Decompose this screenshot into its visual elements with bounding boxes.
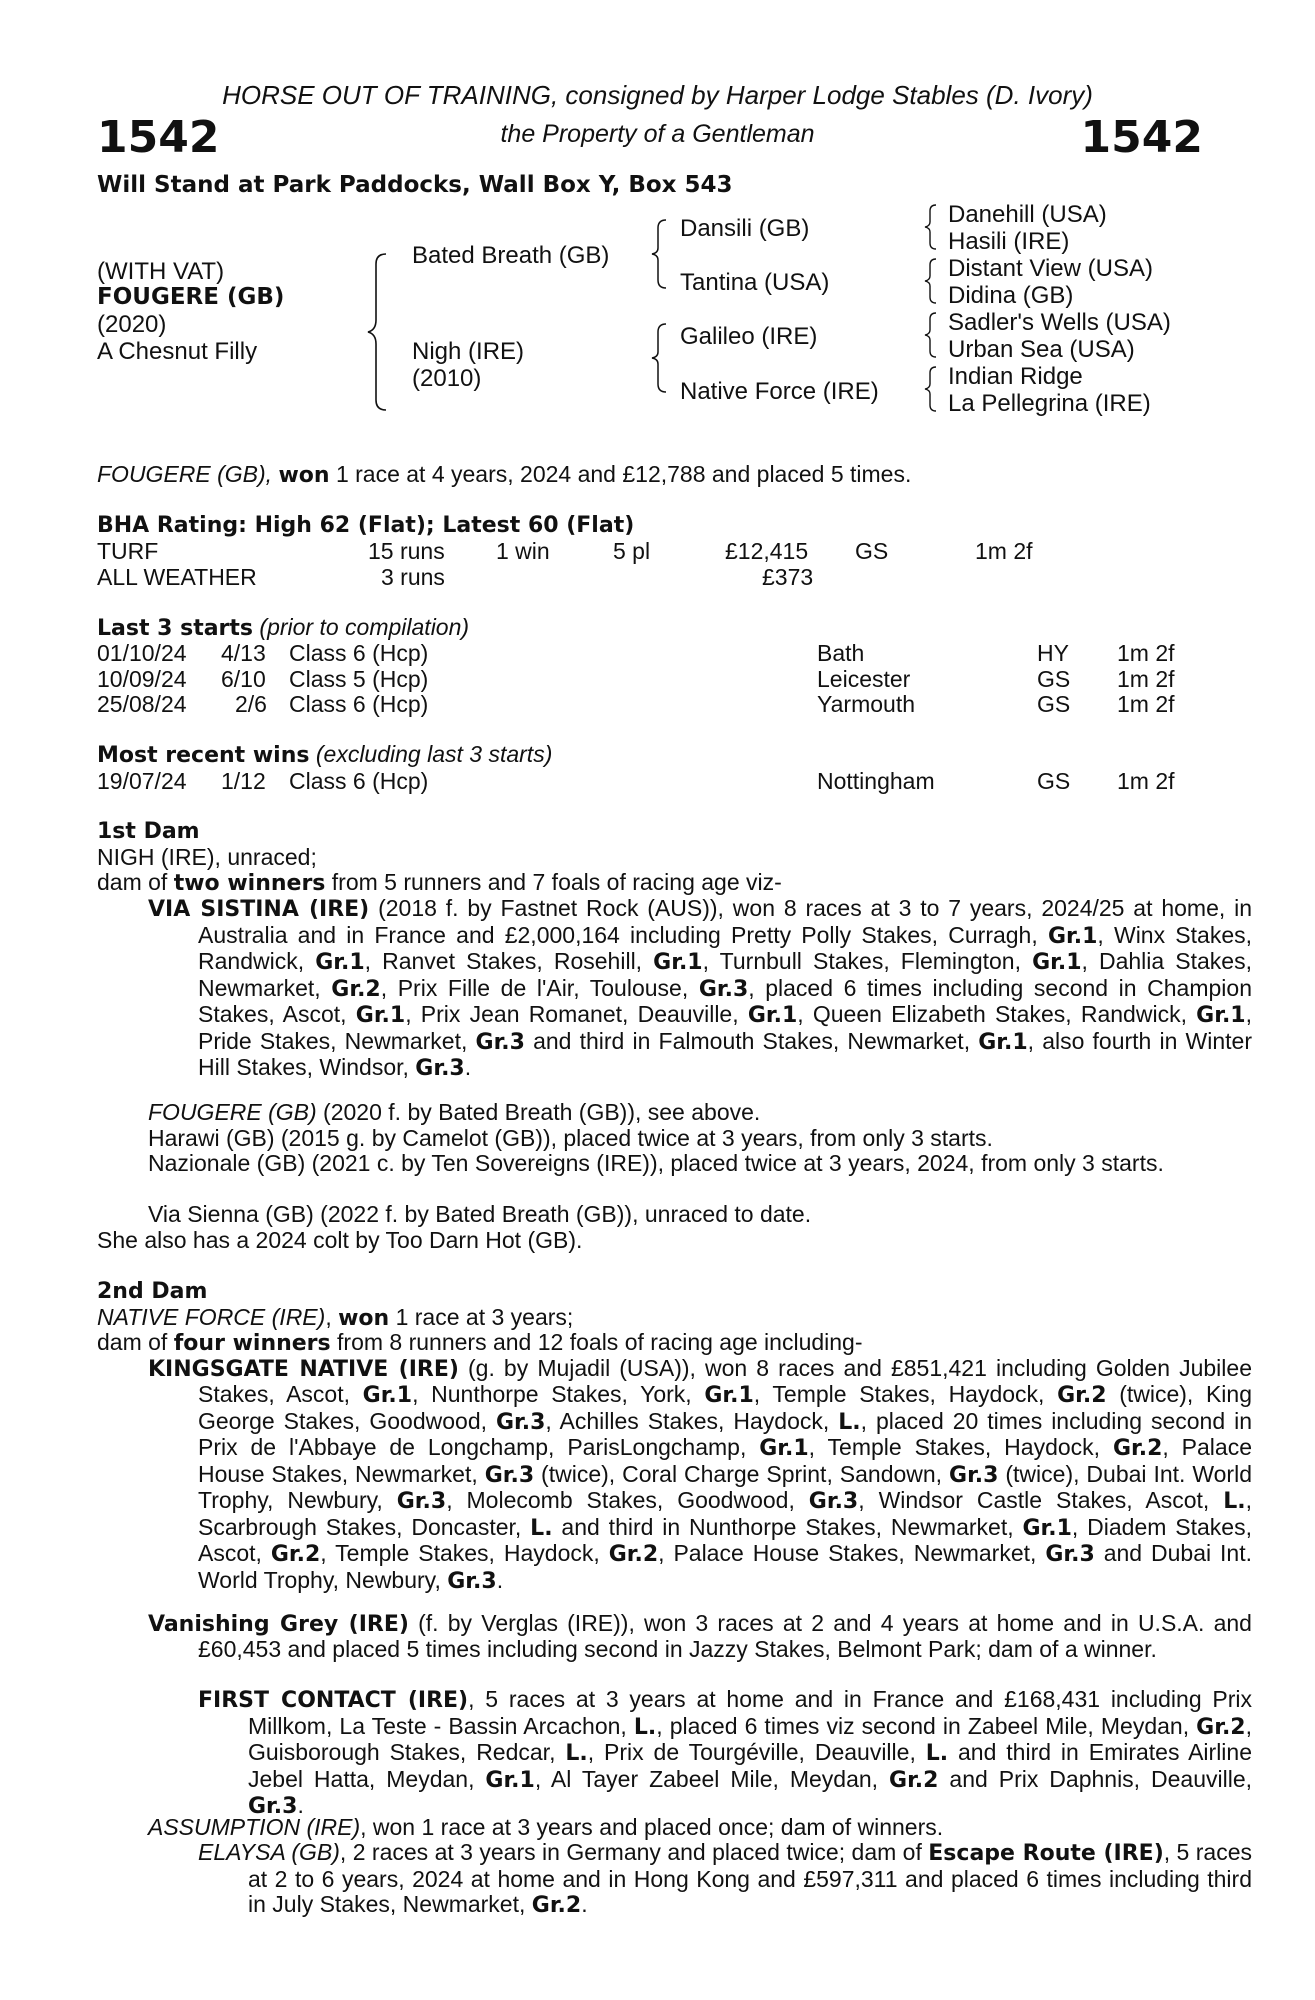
- pedigree-brace-g4-3: [920, 310, 940, 360]
- harawi-entry: Harawi (GB) (2015 g. by Camelot (GB)), placed twice at 3 years, from only 3 starts.: [148, 1124, 993, 1151]
- turf-dist: 1m 2f: [975, 538, 1033, 564]
- start-course: Bath: [817, 640, 865, 666]
- start-date: 01/10/24: [97, 640, 187, 666]
- start-course: Leicester: [817, 665, 911, 692]
- start-position: 6/10: [221, 665, 266, 692]
- consignment-title: HORSE OUT OF TRAINING, consigned by Harper Lodge Stables (D. Ivory): [222, 80, 1093, 110]
- horse-description: A Chesnut Filly: [97, 338, 258, 365]
- first-dam-line: NIGH (IRE), unraced;: [97, 844, 317, 870]
- turf-placed: 5 pl: [613, 538, 651, 564]
- start-position: 2/6: [235, 691, 267, 717]
- pedigree-brace-sire: [648, 218, 670, 290]
- first-dam-produce: dam of two winners from 5 runners and 7 foals of racing age viz-: [97, 869, 782, 896]
- pedigree-brace-g4-4: [920, 364, 940, 414]
- start-course: Yarmouth: [817, 691, 916, 717]
- win-course: Nottingham: [817, 768, 935, 794]
- g4-la-pellegrina: La Pellegrina (IRE): [948, 390, 1151, 417]
- lot-number-left: 1542: [97, 112, 220, 163]
- start-dist: 1m 2f: [1117, 640, 1175, 666]
- aw-label: ALL WEATHER: [97, 564, 257, 590]
- win-position: 1/12: [221, 768, 266, 794]
- start-going: GS: [1037, 665, 1071, 692]
- lot-number-right: 1542: [1080, 112, 1203, 163]
- elaysa-entry: ELAYSA (GB), 2 races at 3 years in Germany and placed twice; dam of Escape Route (IRE), 5 races at 2 to 6 years, 2024 at home and in Hong Kong and £597,311 and placed 6 times including third in July Stakes, Newmarket, Gr.2.: [198, 1839, 1253, 1918]
- turf-runs: 15 runs: [368, 538, 445, 564]
- g4-danehill: Danehill (USA): [948, 201, 1107, 228]
- sire-name: Bated Breath (GB): [412, 242, 610, 269]
- g4-sadlers-wells: Sadler's Wells (USA): [948, 309, 1171, 336]
- via-sistina-entry: VIA SISTINA (IRE) (2018 f. by Fastnet Rock (AUS)), won 8 races at 3 to 7 years, 2024/25 at home, in Australia and in France and £2,000,164 including Pretty Polly Stakes, Curragh, Gr.1, Winx Stakes, Randwick, Gr.1, Ranvet Stakes, Rosehill, Gr.1, Turnbull Stakes, Flemington, Gr.1, Dahlia Stakes, Newmarket, Gr.2, Prix Fille de l'Air, Toulouse, Gr.3, placed 6 times including second in Champion Stakes, Ascot, Gr.1, Prix Jean Romanet, Deauville, Gr.1, Queen Elizabeth Stakes, Randwick, Gr.1, Pride Stakes, Newmarket, Gr.3 and third in Falmouth Stakes, Newmarket, Gr.1, also fourth in Winter Hill Stakes, Windsor, Gr.3.: [148, 895, 1252, 1081]
- second-dam-heading: 2nd Dam: [97, 1279, 208, 1304]
- race-summary: FOUGERE (GB), won 1 race at 4 years, 2024 and £12,788 and placed 5 times.: [97, 461, 912, 488]
- start-going: HY: [1037, 640, 1069, 666]
- fougere-entry: FOUGERE (GB) (2020 f. by Bated Breath (GB)), see above.: [148, 1099, 761, 1125]
- dam-sire: Galileo (IRE): [680, 323, 818, 350]
- win-dist: 1m 2f: [1117, 768, 1175, 794]
- horse-year: (2020): [97, 311, 167, 338]
- last-starts-table: [97, 640, 1197, 718]
- start-date: 10/09/24: [97, 665, 187, 692]
- start-dist: 1m 2f: [1117, 691, 1175, 717]
- turf-label: TURF: [97, 538, 159, 564]
- vanishing-grey-entry: Vanishing Grey (IRE) (f. by Verglas (IRE)), won 3 races at 2 and 4 years at home and in U.S.A. and £60,453 and placed 5 times including second in Jazzy Stakes, Belmont Park; dam of a winner.: [148, 1609, 1252, 1662]
- win-class: Class 6 (Hcp): [289, 768, 429, 794]
- win-going: GS: [1037, 768, 1071, 794]
- start-position: 4/13: [221, 640, 266, 666]
- turf-going: GS: [855, 538, 889, 564]
- dam-dam: Native Force (IRE): [680, 378, 879, 405]
- first-dam-heading: 1st Dam: [97, 819, 200, 844]
- start-date: 25/08/24: [97, 691, 187, 717]
- pedigree-brace-main: [364, 252, 394, 412]
- start-dist: 1m 2f: [1117, 665, 1175, 692]
- via-sienna-entry: Via Sienna (GB) (2022 f. by Bated Breath (GB)), unraced to date.: [148, 1201, 812, 1227]
- also-has-note: She also has a 2024 colt by Too Darn Hot (GB).: [97, 1226, 583, 1253]
- g4-hasili: Hasili (IRE): [948, 228, 1070, 255]
- second-dam-line: NATIVE FORCE (IRE), won 1 race at 3 years;: [97, 1303, 574, 1331]
- stand-location: Will Stand at Park Paddocks, Wall Box Y, Box 543: [97, 172, 733, 198]
- pedigree-brace-g4-1: [920, 202, 940, 252]
- horse-name: FOUGERE (GB): [97, 284, 285, 310]
- recent-wins-table: [97, 768, 1197, 794]
- turf-wins: 1 win: [496, 538, 550, 564]
- turf-prize: £12,415: [725, 538, 809, 564]
- vat-note: (WITH VAT): [97, 258, 225, 285]
- g4-didina: Didina (GB): [948, 282, 1074, 309]
- sire-dam: Tantina (USA): [680, 269, 830, 296]
- first-contact-entry: FIRST CONTACT (IRE), 5 races at 3 years at home and in France and £168,431 including Prix Millkom, La Teste - Bassin Arcachon, L., placed 6 times viz second in Zabeel Mile, Meydan, Gr.2, Guisborough Stakes, Redcar, L., Prix de Tourgéville, Deauville, L. and third in Emirates Airline Jebel Hatta, Meydan, Gr.1, Al Tayer Zabeel Mile, Meydan, Gr.2 and Prix Daphnis, Deauville, Gr.3.: [198, 1686, 1253, 1819]
- assumption-entry: ASSUMPTION (IRE), won 1 race at 3 years and placed once; dam of winners.: [148, 1813, 944, 1840]
- property-subtitle: the Property of a Gentleman: [500, 120, 815, 148]
- aw-prize: £373: [762, 564, 814, 590]
- last-starts-heading: Last 3 starts (prior to compilation): [97, 614, 470, 641]
- win-date: 19/07/24: [97, 768, 187, 794]
- kingsgate-native-entry: KINGSGATE NATIVE (IRE) (g. by Mujadil (USA)), won 8 races and £851,421 including Golden Jubilee Stakes, Ascot, Gr.1, Nunthorpe Stakes, York, Gr.1, Temple Stakes, Haydock, Gr.2 (twice), King George Stakes, Goodwood, Gr.3, Achilles Stakes, Haydock, L., placed 20 times including second in Prix de l'Abbaye de Longchamp, ParisLongchamp, Gr.1, Temple Stakes, Haydock, Gr.2, Palace House Stakes, Newmarket, Gr.3 (twice), Coral Charge Sprint, Sandown, Gr.3 (twice), Dubai Int. World Trophy, Newbury, Gr.3, Molecomb Stakes, Goodwood, Gr.3, Windsor Castle Stakes, Ascot, L., Scarbrough Stakes, Doncaster, L. and third in Nunthorpe Stakes, Newmarket, Gr.1, Diadem Stakes, Ascot, Gr.2, Temple Stakes, Haydock, Gr.2, Palace House Stakes, Newmarket, Gr.3 and Dubai Int. World Trophy, Newbury, Gr.3.: [148, 1354, 1253, 1594]
- nazionale-entry: Nazionale (GB) (2021 c. by Ten Sovereigns (IRE)), placed twice at 3 years, 2024, from only 3 starts.: [148, 1150, 1164, 1176]
- pedigree-brace-g4-2: [920, 256, 940, 306]
- g4-urban-sea: Urban Sea (USA): [948, 336, 1135, 363]
- aw-runs: 3 runs: [381, 564, 445, 590]
- start-class: Class 6 (Hcp): [289, 640, 429, 666]
- sire-sire: Dansili (GB): [680, 215, 810, 242]
- bha-rating: BHA Rating: High 62 (Flat); Latest 60 (Flat): [97, 513, 635, 538]
- start-going: GS: [1037, 691, 1071, 717]
- dam-year: (2010): [412, 365, 482, 392]
- second-dam-produce: dam of four winners from 8 runners and 12 foals of racing age including-: [97, 1329, 863, 1356]
- dam-name: Nigh (IRE): [412, 338, 525, 365]
- recent-wins-heading: Most recent wins (excluding last 3 starts): [97, 741, 553, 768]
- start-class: Class 5 (Hcp): [289, 665, 429, 692]
- pedigree-brace-dam: [648, 322, 670, 394]
- g4-indian-ridge: Indian Ridge: [948, 363, 1083, 390]
- start-class: Class 6 (Hcp): [289, 691, 429, 717]
- g4-distant-view: Distant View (USA): [948, 255, 1153, 282]
